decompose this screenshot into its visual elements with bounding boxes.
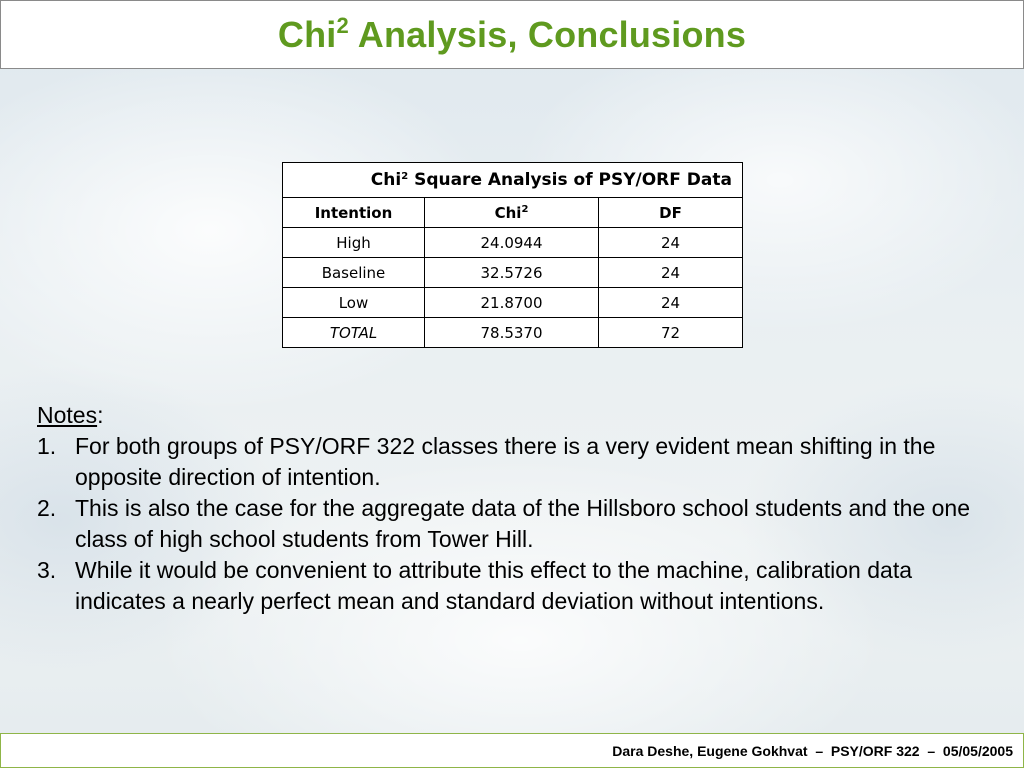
cell-intention: Baseline [283, 258, 425, 288]
table-row [283, 228, 743, 258]
chi-square-table [282, 162, 743, 348]
title-prefix: Chi [277, 13, 337, 55]
list-item-number: 3. [37, 557, 57, 583]
cell-chi2: 32.5726 [425, 258, 599, 288]
header-chi-prefix: Chi [494, 203, 522, 222]
caption-suffix: Square Analysis of PSY/ORF Data [408, 170, 732, 190]
notes-section [37, 400, 997, 617]
header-chi-superscript: 2 [521, 203, 529, 215]
footer-bar [0, 733, 1024, 768]
cell-df: 72 [599, 318, 743, 348]
cell-chi2: 24.0944 [425, 228, 599, 258]
table-row [283, 288, 743, 318]
footer-text: Dara Deshe, Eugene Gokhvat – PSY/ORF 322 – 05/05/2005 [612, 742, 1013, 759]
list-item [37, 493, 997, 555]
cell-chi2: 78.5370 [425, 318, 599, 348]
slide-title [278, 14, 746, 56]
caption-superscript: 2 [401, 171, 409, 182]
list-item-number: 1. [37, 433, 57, 459]
header-df: DF [599, 198, 743, 228]
title-superscript: 2 [336, 12, 349, 38]
list-item-number: 2. [37, 495, 57, 521]
table-header-row [283, 198, 743, 228]
cell-intention: High [283, 228, 425, 258]
list-item [37, 555, 997, 617]
notes-list [37, 431, 997, 617]
notes-heading-label: Notes [37, 402, 98, 428]
list-item-text: This is also the case for the aggregate data of the Hillsboro school students and the one class of high school students from Tower Hill. [75, 495, 971, 552]
cell-df: 24 [599, 228, 743, 258]
cell-chi2: 21.8700 [425, 288, 599, 318]
header-intention: Intention [283, 198, 425, 228]
notes-heading [37, 400, 997, 431]
table-row [283, 258, 743, 288]
table-caption-row [283, 163, 743, 198]
caption-prefix: Chi [370, 170, 402, 190]
title-suffix: Analysis, Conclusions [348, 13, 747, 55]
list-item [37, 431, 997, 493]
notes-heading-colon: : [97, 402, 104, 428]
list-item-text: For both groups of PSY/ORF 322 classes there is a very evident mean shifting in the opposite direction of intention. [75, 433, 936, 490]
list-item-text: While it would be convenient to attribute this effect to the machine, calibration data indicates a nearly perfect mean and standard deviation without intentions. [75, 557, 913, 614]
title-bar [0, 0, 1024, 69]
cell-intention: TOTAL [283, 318, 425, 348]
table-row-total [283, 318, 743, 348]
cell-df: 24 [599, 288, 743, 318]
cell-intention: Low [283, 288, 425, 318]
cell-df: 24 [599, 258, 743, 288]
header-chi2 [425, 198, 599, 228]
table-caption [283, 163, 743, 198]
